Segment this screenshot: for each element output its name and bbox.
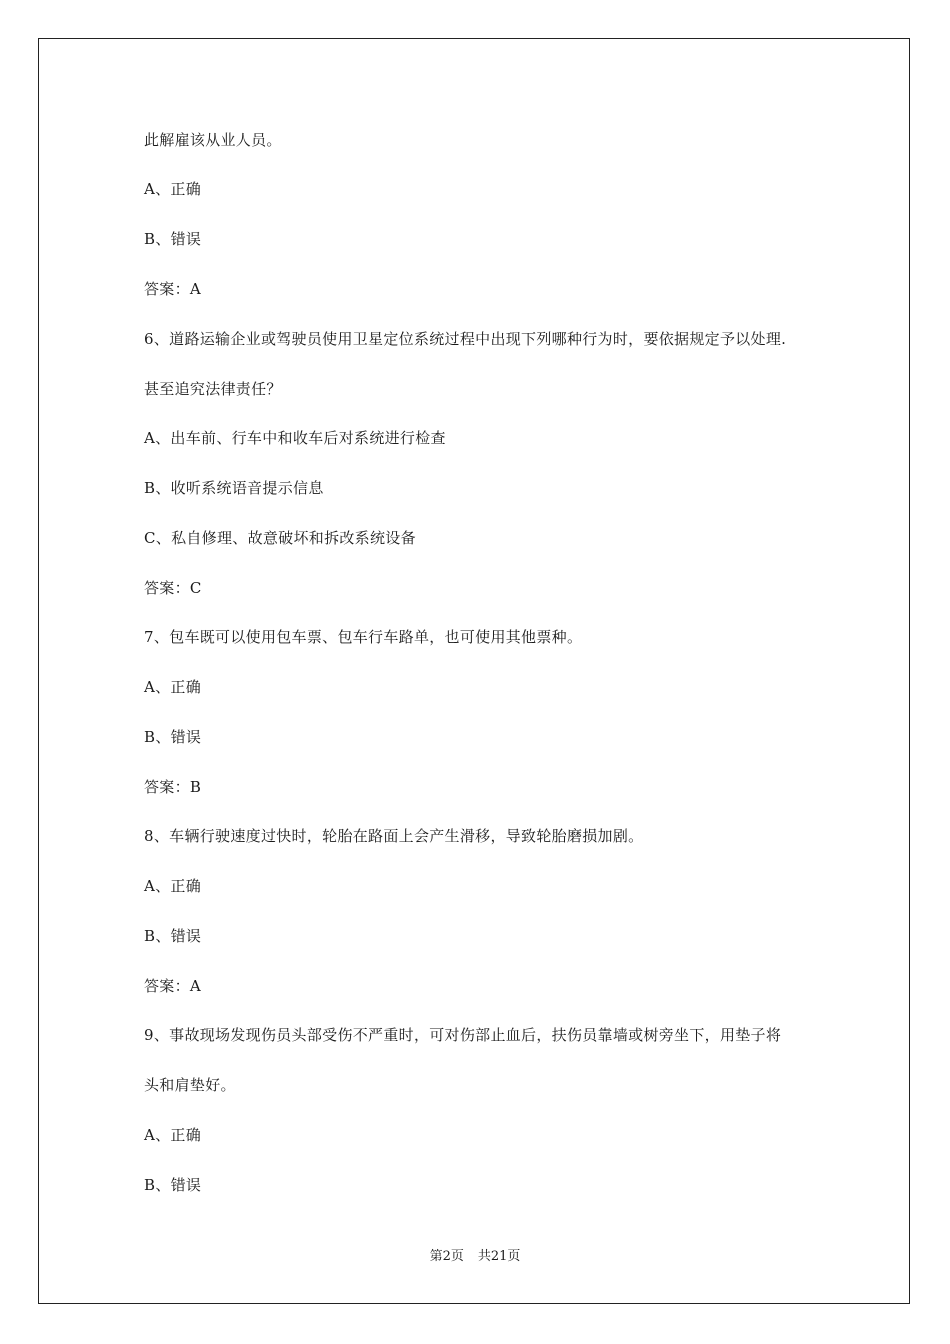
option-a: A、正确 bbox=[144, 678, 202, 696]
page-total: 共21页 bbox=[477, 1249, 521, 1264]
option-a: A、正确 bbox=[144, 180, 202, 198]
option-c: C、私自修理、故意破坏和拆改系统设备 bbox=[144, 529, 416, 547]
answer: 答案：A bbox=[144, 280, 202, 298]
question-5-text-continued: 此解雇该从业人员。 bbox=[144, 131, 282, 149]
option-b: B、错误 bbox=[144, 728, 202, 746]
question-6-text-continued: 甚至追究法律责任？ bbox=[144, 380, 282, 398]
option-a: A、正确 bbox=[144, 877, 202, 895]
answer: 答案：A bbox=[144, 977, 202, 995]
option-a: A、出车前、行车中和收车后对系统进行检查 bbox=[144, 429, 446, 447]
option-b: B、收听系统语音提示信息 bbox=[144, 479, 324, 497]
page-footer bbox=[0, 1248, 950, 1266]
answer: 答案：B bbox=[144, 778, 202, 796]
question-8-text: 8、车辆行驶速度过快时，轮胎在路面上会产生滑移，导致轮胎磨损加剧。 bbox=[144, 827, 644, 845]
option-b: B、错误 bbox=[144, 1176, 202, 1194]
question-9-text-continued: 头和肩垫好。 bbox=[144, 1076, 236, 1094]
option-a: A、正确 bbox=[144, 1126, 202, 1144]
option-b: B、错误 bbox=[144, 230, 202, 248]
question-6-text: 6、道路运输企业或驾驶员使用卫星定位系统过程中出现下列哪种行为时，要依据规定予以处理. bbox=[144, 330, 787, 348]
page-border bbox=[38, 38, 910, 1304]
question-7-text: 7、包车既可以使用包车票、包车行车路单，也可使用其他票种。 bbox=[144, 628, 583, 646]
answer: 答案：C bbox=[144, 579, 202, 597]
page-number: 第2页 bbox=[429, 1249, 464, 1264]
question-9-text: 9、事故现场发现伤员头部受伤不严重时，可对伤部止血后，扶伤员靠墙或树旁坐下，用垫子将 bbox=[144, 1026, 782, 1044]
option-b: B、错误 bbox=[144, 927, 202, 945]
